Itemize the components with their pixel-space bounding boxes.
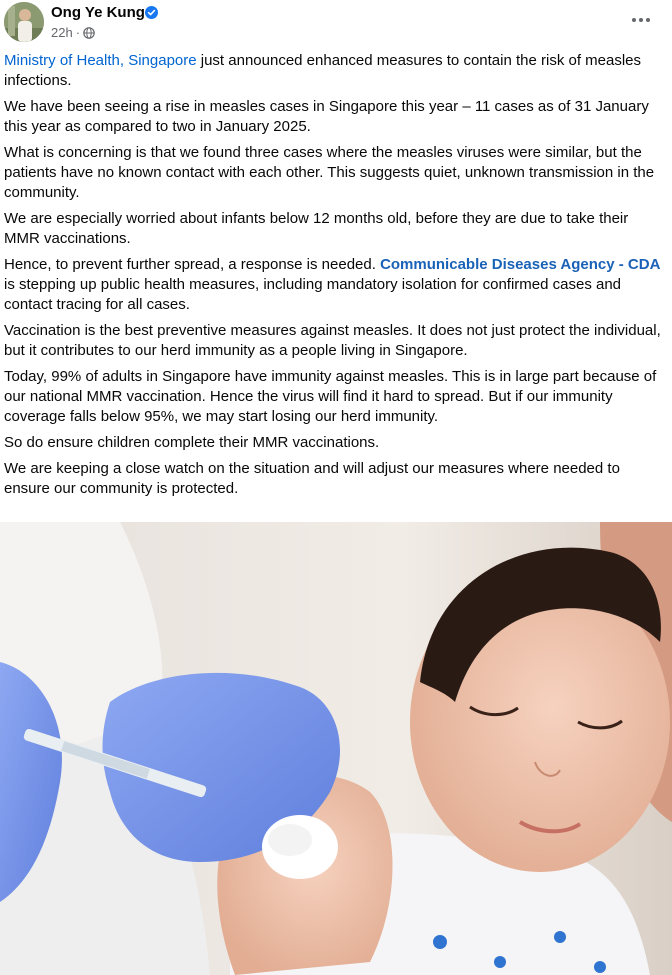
paragraph-5-before: Hence, to prevent further spread, a response is needed.: [4, 256, 381, 273]
verified-badge-icon: [145, 6, 158, 19]
paragraph-7: Today, 99% of adults in Singapore have immunity against measles. This is in large part because of our national MMR vaccination. Hence the virus will find it hard to spread. But if our immunity coverage falls below 95%, we may start losing our herd immunity.: [4, 368, 657, 425]
paragraph-1: [4, 51, 668, 91]
post-meta: [51, 25, 95, 40]
paragraph-2: We have been seeing a rise in measles cases in Singapore this year – 11 cases as of 31 January this year as compared to two in January 2025.: [4, 98, 649, 135]
vaccination-photo: [0, 522, 672, 975]
paragraph-8: So do ensure children complete their MMR vaccinations.: [4, 434, 380, 451]
author-name[interactable]: Ong Ye Kung: [51, 4, 145, 21]
meta-separator: ·: [75, 25, 81, 40]
cda-mention-link[interactable]: Communicable Diseases Agency - CDA: [380, 256, 661, 273]
paragraph-9: We are keeping a close watch on the situation and will adjust our measures where needed to ensure our community is protected.: [4, 460, 620, 497]
author-avatar[interactable]: [4, 2, 44, 42]
paragraph-1-text: just announced enhanced measures to contain the risk of measles infections.: [4, 52, 642, 89]
post-header: [0, 0, 672, 46]
post-timestamp[interactable]: 22h: [51, 25, 73, 40]
paragraph-3: What is concerning is that we found three cases where the measles viruses were similar, but the patients have no known contact with each other. This suggests quiet, unknown transmission in the community.: [4, 144, 655, 201]
paragraph-6: Vaccination is the best preventive measures against measles. It does not just protect the individual, but it contributes to our herd immunity as a people living in Singapore.: [4, 322, 661, 359]
paragraph-4: We are especially worried about infants below 12 months old, before they are due to take their MMR vaccinations.: [4, 210, 629, 247]
more-options-icon[interactable]: [628, 12, 654, 28]
globe-icon[interactable]: [83, 27, 95, 39]
paragraph-5: [4, 255, 668, 315]
paragraph-5-after: is stepping up public health measures, including mandatory isolation for confirmed cases and contact tracing for all cases.: [4, 276, 622, 313]
moh-link[interactable]: Ministry of Health, Singapore: [4, 52, 197, 69]
post-photo[interactable]: [0, 522, 672, 975]
post-text: [4, 51, 668, 505]
